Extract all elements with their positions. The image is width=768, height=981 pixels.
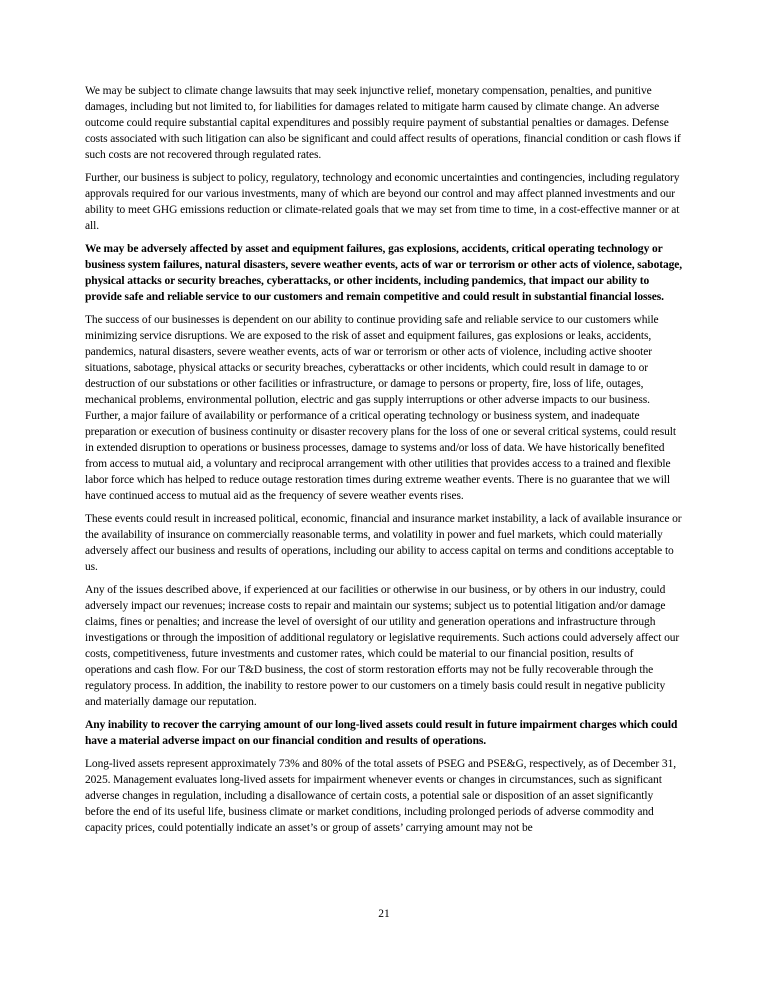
paragraph-regulatory-uncertainties: Further, our business is subject to policy, regulatory, technology and economic uncertainties and contingencies, including regulatory approvals required for our various investments, many of which are beyond our control and may affect planned investments and our ability to meet GHG emissions reduction or climate-related goals that we may set from time to time, in a cost-effective manner or at all. — [85, 172, 680, 232]
paragraph-business-success-risks: The success of our businesses is dependent on our ability to continue providing safe and reliable service to our customers while minimizing service disruptions. We are exposed to the risk of asset and equipment failures, gas explosions or leaks, accidents, pandemics, natural disasters, severe weather events, acts of war or terrorism or other acts of violence, including active shooter situations, sabotage, physical attacks or security breaches, cyberattacks or other incidents, which could result in damage to or destruction of our substations or other facilities or infrastructure, or damage to persons or property, fire, loss of life, outages, mechanical problems, environmental pollution, electric and gas supply interruptions or other adverse impacts to our business. Further, a major failure of availability or performance of a critical operating technology or business system, and inadequate preparation or execution of business continuity or disaster recovery plans for the loss of one or several critical systems, could result in extended disruption to operations or business processes, damage to systems and/or loss of data. We have historically benefited from access to mutual aid, a voluntary and reciprocal arrangement with other utilities that provides access to a trained and flexible labor force which has helped to reduce outage restoration times during extreme weather events. There is no guarantee that we will have continued access to mutual aid as the frequency of severe weather events rises. — [85, 314, 676, 502]
risk-heading-impairment-charges: Any inability to recover the carrying amount of our long-lived assets could result in future impairment charges which could have a material adverse impact on our financial condition and results of operations. — [85, 719, 678, 747]
paragraph-issues-impact: Any of the issues described above, if experienced at our facilities or otherwise in our business, or by others in our industry, could adversely impact our revenues; increase costs to repair and maintain our systems; subject us to potential litigation and/or damage claims, fines or penalties; and increase the level of oversight of our utility and generation operations and infrastructure through investigations or through the imposition of additional regulatory or legislative requirements. Such actions could adversely affect our costs, competitiveness, future investments and customer rates, which could be material to our financial position, results of operations and cash flow. For our T&D business, the cost of storm restoration efforts may not be fully recoverable through the regulatory process. In addition, the inability to restore power to our customers on a timely basis could result in negative publicity and materially damage our reputation. — [85, 584, 680, 708]
paragraph-market-instability: These events could result in increased political, economic, financial and insurance market instability, a lack of available insurance or the availability of insurance on commercially reasonable terms, and volatility in power and fuel markets, which could materially adversely affect our business and results of operations, including our ability to access capital on terms and conditions acceptable to us. — [85, 513, 682, 573]
paragraph-climate-lawsuits: We may be subject to climate change lawsuits that may seek injunctive relief, monetary compensation, penalties, and punitive damages, including but not limited to, for liabilities for damages related to mitigate harm caused by climate change. An adverse outcome could require substantial capital expenditures and possibly require payment of substantial penalties or damages. Defense costs associated with such litigation can also be significant and could affect results of operations, financial condition or cash flows if such costs are not recovered through regulated rates. — [85, 85, 681, 161]
paragraph-long-lived-assets: Long-lived assets represent approximately 73% and 80% of the total assets of PSEG and PSE&G, respectively, as of December 31, 2025. Management evaluates long-lived assets for impairment whenever events or changes in circumstances, such as significant adverse changes in regulation, including a disallowance of certain costs, a potential sale or disposition of an asset significantly before the end of its useful life, business climate or market conditions, including prolonged periods of adverse commodity and capacity prices, could potentially indicate an asset’s or group of assets’ carrying amount may not be — [85, 758, 676, 834]
page-number: 21 — [378, 908, 390, 920]
risk-heading-operational-failures: We may be adversely affected by asset and equipment failures, gas explosions, accidents, critical operating technology or business system failures, natural disasters, severe weather events, acts of war or terrorism or other acts of violence, sabotage, physical attacks or security breaches, cyberattacks, or other incidents, including pandemics, that impact our ability to provide safe and reliable service to our customers and remain competitive and could result in substantial financial losses. — [85, 243, 683, 303]
